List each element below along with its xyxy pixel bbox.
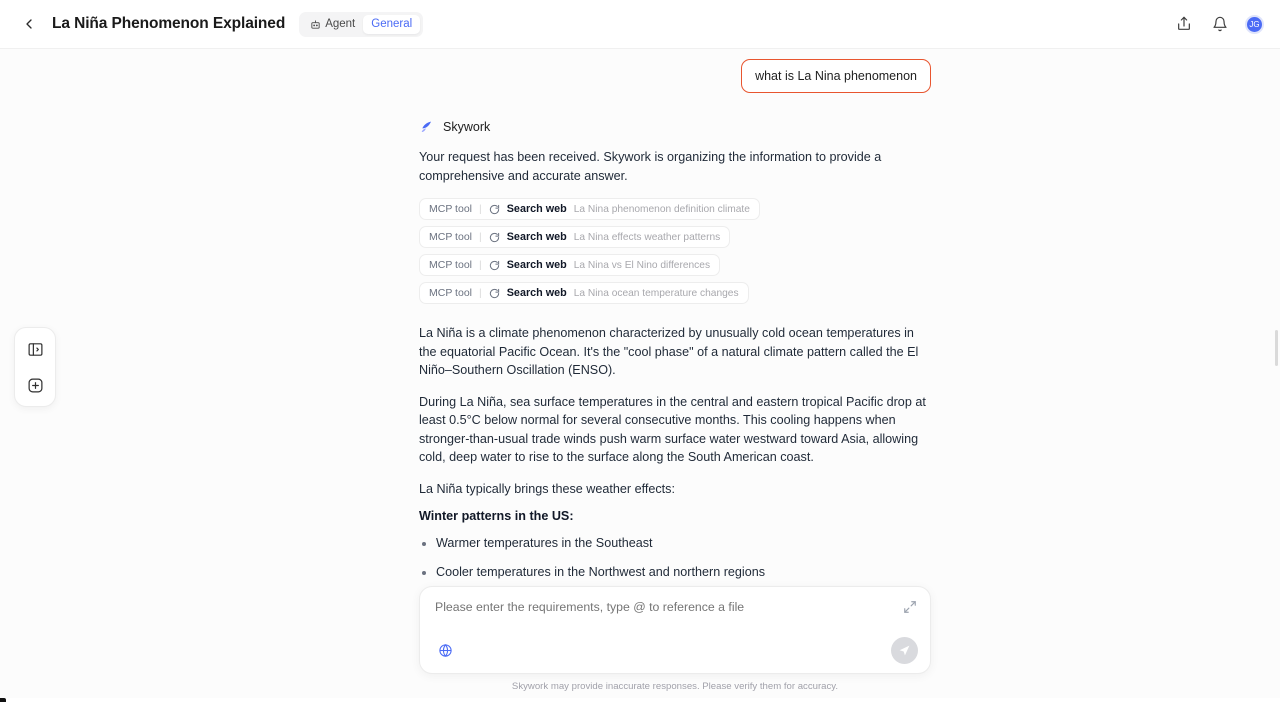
tool-kind: MCP tool [429, 203, 472, 215]
tool-query: La Nina ocean temperature changes [573, 287, 739, 299]
tool-call-row[interactable] [419, 254, 720, 276]
tab-agent-label: Agent [325, 18, 356, 30]
avatar[interactable]: JG [1245, 15, 1264, 34]
chevron-left-icon [21, 16, 37, 32]
assistant-name: Skywork [443, 120, 491, 134]
back-button[interactable] [16, 11, 42, 37]
globe-icon [438, 643, 453, 658]
list-item: • Cooler temperatures in the Northwest and northern regions [436, 563, 931, 581]
scrollbar[interactable] [1275, 330, 1278, 366]
section-heading: Winter patterns in the US: [419, 509, 574, 523]
answer-paragraph-3: La Niña typically brings these weather effects: [419, 481, 675, 496]
tool-action: Search web [506, 287, 567, 299]
tool-divider: | [479, 231, 482, 243]
share-icon [1176, 16, 1192, 32]
skywork-logo-icon [419, 119, 435, 135]
assistant-message [419, 119, 931, 646]
send-icon [898, 644, 911, 657]
page-title: La Niña Phenomenon Explained [52, 15, 286, 32]
refresh-icon [489, 260, 500, 271]
refresh-icon [489, 204, 500, 215]
share-button[interactable] [1173, 13, 1195, 35]
sidebar-toggle-button[interactable] [20, 334, 50, 364]
new-chat-button[interactable] [20, 370, 50, 400]
top-bar [0, 0, 1280, 49]
assistant-header [419, 119, 931, 135]
tool-action: Search web [506, 203, 567, 215]
tool-action: Search web [506, 259, 567, 271]
tab-general[interactable] [363, 15, 420, 34]
bell-icon [1212, 16, 1228, 32]
message-input[interactable] [433, 599, 893, 615]
tool-kind: MCP tool [429, 259, 472, 271]
robot-icon [310, 19, 321, 30]
notifications-button[interactable] [1209, 13, 1231, 35]
tool-call-row[interactable] [419, 198, 760, 220]
tab-agent[interactable] [302, 15, 363, 34]
tool-query: La Nina effects weather patterns [573, 231, 721, 243]
composer [419, 586, 931, 674]
mode-switch[interactable] [299, 12, 423, 37]
web-search-toggle[interactable] [432, 637, 458, 663]
expand-icon [903, 600, 917, 614]
send-button[interactable] [891, 637, 918, 664]
window-bottom-edge [0, 698, 1280, 702]
tool-divider: | [479, 287, 482, 299]
tool-kind: MCP tool [429, 287, 472, 299]
tool-divider: | [479, 203, 482, 215]
left-dock [14, 327, 56, 407]
tool-kind: MCP tool [429, 231, 472, 243]
tool-call-list [419, 198, 931, 310]
user-message: what is La Nina phenomenon [741, 59, 931, 93]
tab-general-label: General [371, 18, 413, 30]
tool-divider: | [479, 259, 482, 271]
answer-paragraph-1: La Niña is a climate phenomenon characterized by unusually cold ocean temperatures in the equatorial Pacific Ocean. It's the "cool phase" of a natural climate pattern called the El Niño–Southern Oscillation (ENSO). [419, 326, 919, 377]
tool-action: Search web [506, 231, 567, 243]
list-item: • Warmer temperatures in the Southeast [436, 534, 931, 552]
plus-circle-icon [27, 377, 44, 394]
tool-call-row[interactable] [419, 282, 749, 304]
refresh-icon [489, 288, 500, 299]
answer-paragraph-2: During La Niña, sea surface temperatures in the central and eastern tropical Pacific drop at least 0.5°C below normal for several consecutive months. This cooling happens when stronger-than-usual trade winds push warm surface water westward toward Asia, allowing cold, deep water to rise to the surface along the South American coast. [419, 394, 926, 464]
tool-query: La Nina phenomenon definition climate [573, 203, 750, 215]
refresh-icon [489, 232, 500, 243]
assistant-intro: Your request has been received. Skywork is organizing the information to provide a comprehensive and accurate answer. [419, 150, 882, 183]
disclaimer-text: Skywork may provide inaccurate responses. Please verify them for accuracy. [511, 681, 839, 692]
expand-composer-button[interactable] [901, 598, 919, 616]
top-bar-actions [1173, 13, 1264, 35]
tool-call-row[interactable] [419, 226, 730, 248]
sidebar-toggle-icon [27, 341, 44, 358]
tool-query: La Nina vs El Nino differences [573, 259, 711, 271]
